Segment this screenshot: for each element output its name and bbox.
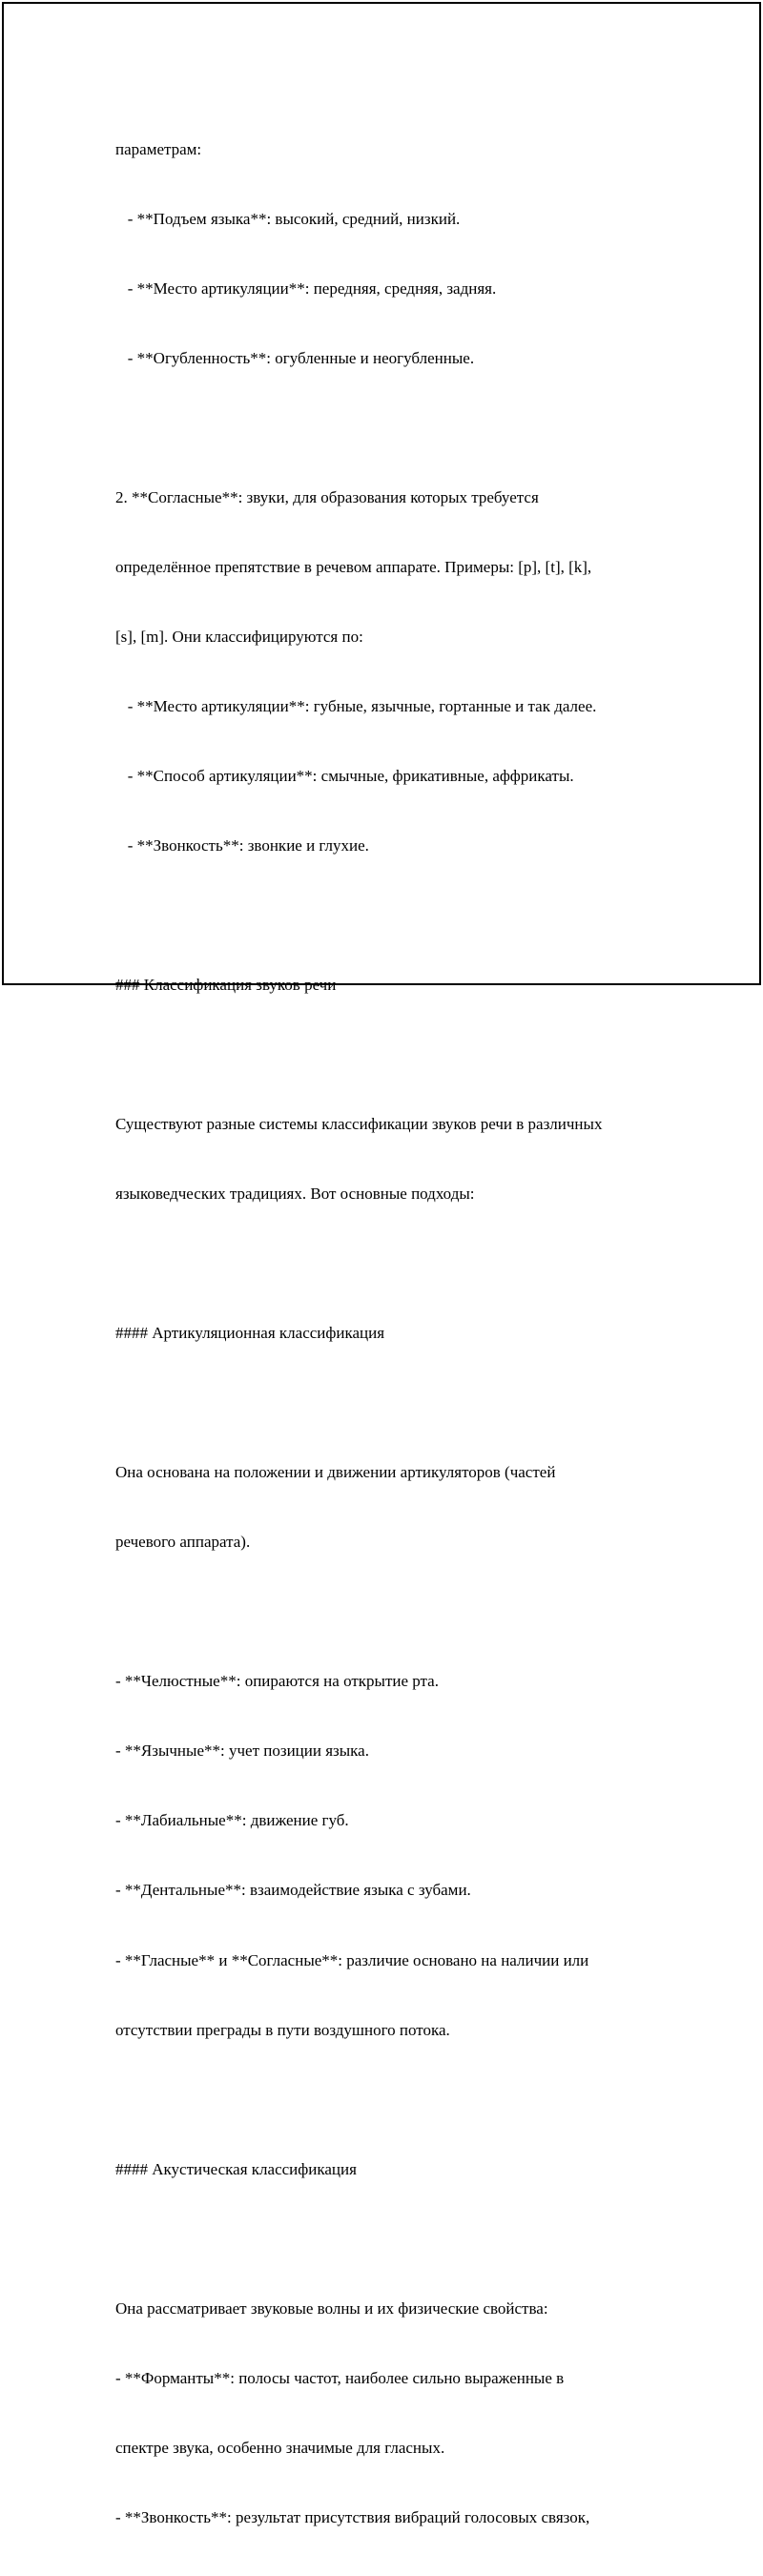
text-line: языковедческих традициях. Вот основные подходы: — [115, 1185, 475, 1204]
subsection-heading: #### Артикуляционная классификация — [115, 1324, 385, 1343]
blank-line — [115, 417, 669, 440]
text-line: параметрам: — [115, 139, 202, 158]
blank-line — [115, 1391, 669, 1414]
text-line: 2. **Согласные**: звуки, для образования которых требуется — [115, 487, 539, 506]
list-item: - **Форманты**: полосы частот, наиболее сильно выраженные в — [115, 2368, 565, 2387]
text-line: отсутствии преграды в пути воздушного потока. — [115, 2020, 450, 2039]
list-item: - **Гласные** и **Согласные**: различие основано на наличии или — [115, 1950, 589, 1969]
subsection-heading: #### Акустическая классификация — [115, 2159, 357, 2178]
section-heading: ### Классификация звуков речи — [115, 976, 337, 995]
blank-line — [115, 1043, 669, 1066]
text-line: спектре звука, особенно значимые для гласных. — [115, 2438, 445, 2457]
text-line: Она основана на положении и движении артикуляторов (частей — [115, 1463, 556, 1482]
text-line: речевого аппарата). — [115, 1533, 251, 1552]
text-line: Существуют разные системы классификации звуков речи в различных — [115, 1115, 603, 1134]
list-item: - **Огубленность**: огубленные и неогубленные. — [115, 348, 475, 367]
list-item: - **Способ артикуляции**: смычные, фрикативные, аффрикаты. — [115, 766, 574, 785]
list-item: - **Место артикуляции**: губные, язычные, гортанные и так далее. — [115, 696, 597, 715]
list-item: - **Звонкость**: звонкие и глухие. — [115, 836, 369, 855]
text-line: Она рассматривает звуковые волны и их физические свойства: — [115, 2298, 548, 2318]
blank-line — [115, 904, 669, 927]
list-item: - **Дентальные**: взаимодействие языка с зубами. — [115, 1881, 471, 1900]
list-item: - **Подъем языка**: высокий, средний, низкий. — [115, 209, 461, 228]
blank-line — [115, 1600, 669, 1623]
text-line: [s], [m]. Они классифицируются по: — [115, 627, 363, 646]
list-item: - **Место артикуляции**: передняя, средняя, задняя. — [115, 278, 497, 298]
list-item: - **Звонкость**: результат присутствия вибраций голосовых связок, — [115, 2507, 590, 2526]
list-item: - **Челюстные**: опираются на открытие рта. — [115, 1672, 439, 1691]
blank-line — [115, 2089, 669, 2112]
text-line: определённое препятствие в речевом аппарате. Примеры: [p], [t], [k], — [115, 557, 592, 576]
document-text — [115, 92, 669, 2576]
list-item: - **Язычные**: учет позиции языка. — [115, 1741, 369, 1761]
list-item: - **Лабиальные**: движение губ. — [115, 1811, 349, 1830]
blank-line — [115, 2228, 669, 2251]
blank-line — [115, 1252, 669, 1275]
document-page — [2, 2, 761, 2526]
